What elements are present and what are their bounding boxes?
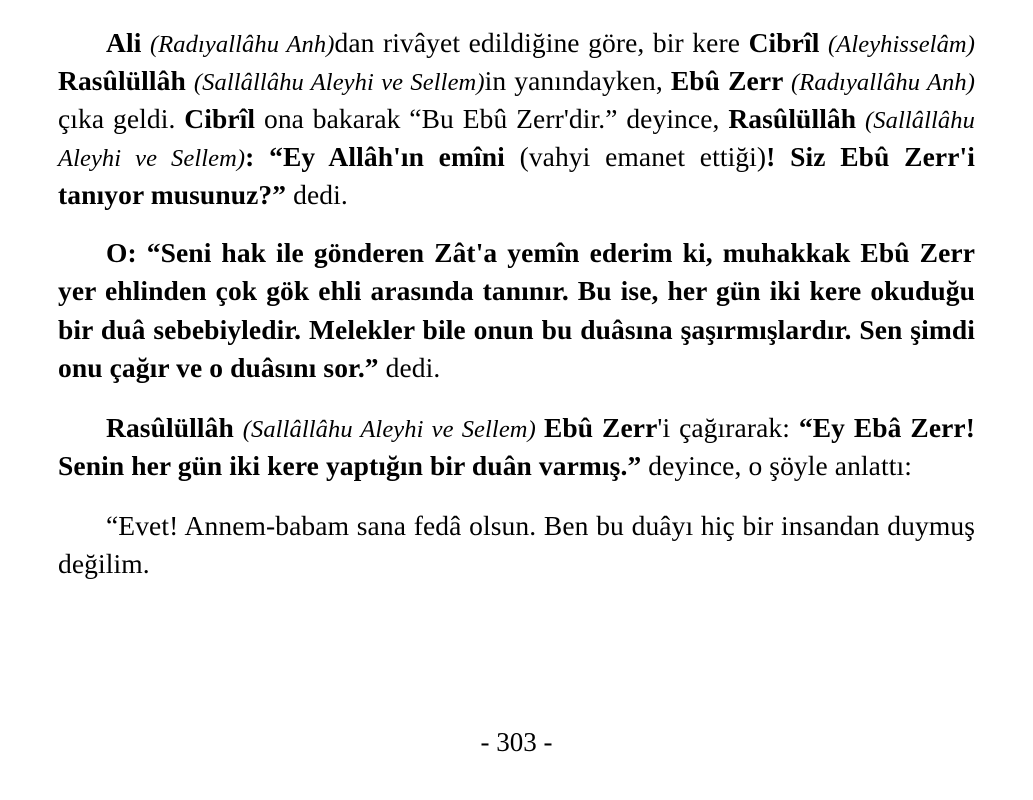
paragraph-2 — [58, 234, 975, 386]
text-segment: (Aleyhisselâm) — [828, 31, 975, 58]
paragraph-1 — [58, 24, 975, 214]
text-segment: “Evet! Annem-babam sana fedâ olsun. Ben bu duâyı hiç bir insandan duymuş değilim. — [58, 509, 975, 579]
text-segment: Cibrîl — [748, 27, 828, 58]
text-segment: : — [245, 141, 270, 173]
text-segment: dan rivâyet edildiğine göre, bir kere — [334, 27, 749, 58]
text-segment: ! Siz Ebû Zerr'i tanıyor musunuz?” — [58, 141, 975, 211]
text-segment: Ali — [106, 27, 150, 58]
text-segment: Cibrîl — [184, 103, 264, 135]
text-segment: (Radıyallâhu Anh) — [791, 69, 976, 97]
text-segment: Rasûlüllâh — [58, 65, 194, 97]
text-segment: (vahyi emanet ettiği) — [519, 141, 767, 173]
text-segment: Rasûlüllâh — [106, 411, 243, 443]
paragraph-3 — [58, 409, 975, 485]
text-segment: (Sallâllâhu Aleyhi ve Sellem) — [242, 415, 544, 443]
text-segment: ona bakarak “Bu Ebû Zerr'dir.” deyince, — [263, 103, 729, 135]
text-segment: in yanındayken, — [484, 65, 671, 97]
text-segment: Ebû Zerr — [543, 411, 658, 443]
text-segment: Rasûlüllâh — [728, 103, 865, 135]
text-segment: çıka geldi. — [58, 103, 185, 135]
text-segment: deyince, o şöyle anlattı: — [648, 449, 912, 481]
text-segment: O: “Seni hak ile gönderen Zât'a yemîn ederim ki, muhakkak Ebû Zerr yer ehlinden çok gök ehli arasında tanınır. Bu ise, her gün iki kere okuduğu bir duâ sebebiyledir. Melekler bile onun bu duâsına şaşırmışlardır. Sen şimdi onu çağır ve o duâsını sor.” — [58, 237, 975, 383]
text-segment: 'i çağırarak: — [657, 411, 799, 443]
text-segment: “Ey Allâh'ın emîni — [269, 141, 520, 173]
text-segment: (Sallâllâhu Aleyhi ve Sellem) — [193, 69, 485, 97]
page-number: - 303 - — [480, 727, 553, 757]
text-segment: dedi. — [293, 179, 348, 211]
text-segment: (Radıyallâhu Anh) — [149, 31, 335, 58]
text-segment: Ebû Zerr — [670, 65, 792, 97]
text-segment: “Ey Ebâ Zerr! Senin her gün iki kere yaptığın bir duân varmış.” — [58, 411, 975, 481]
text-segment: dedi. — [385, 351, 441, 383]
paragraph-4 — [58, 507, 975, 583]
text-segment: (Sallâllâhu Aleyhi ve Sellem) — [58, 107, 975, 173]
